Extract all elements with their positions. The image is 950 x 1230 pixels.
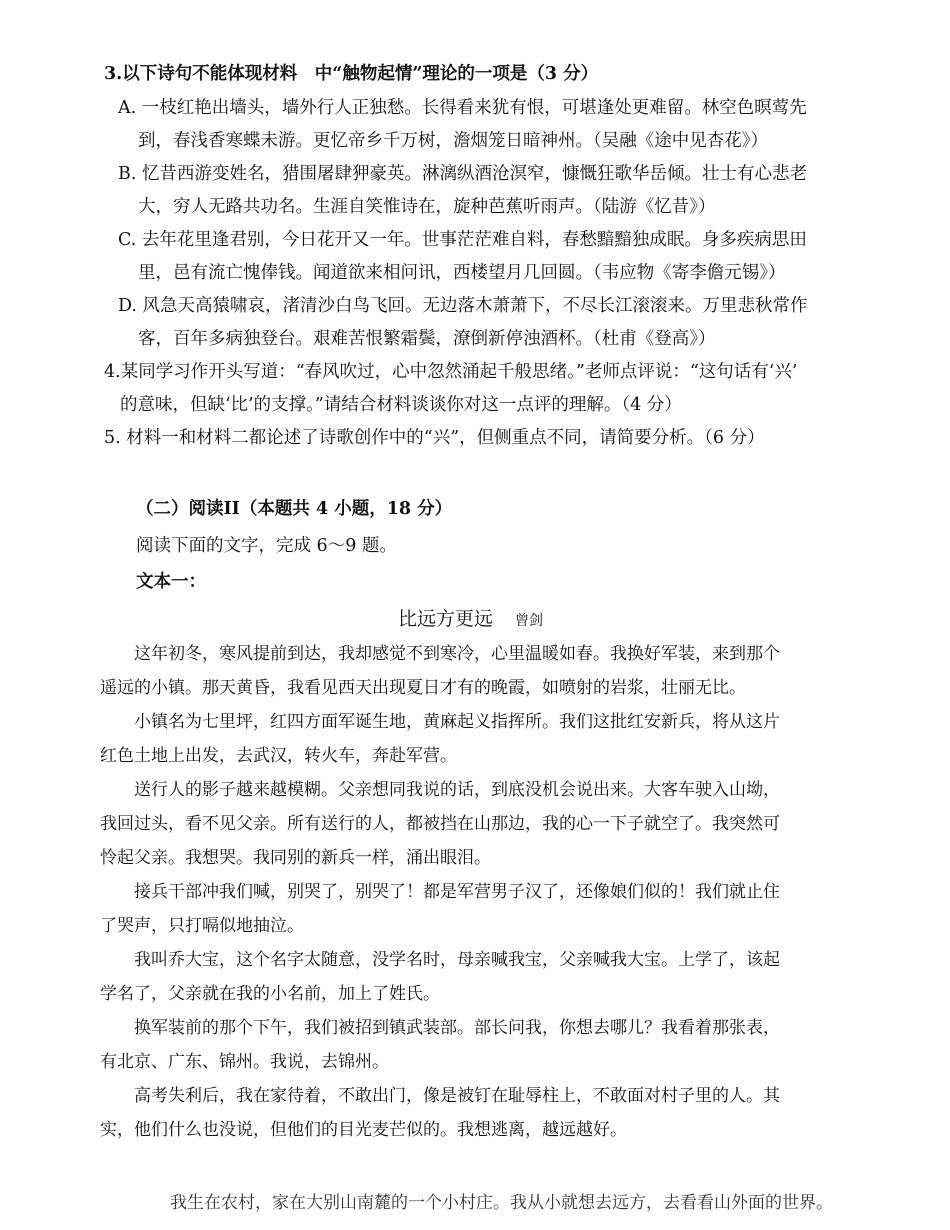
- option-a-line1: A. 一枝红艳出墙头，墙外行人正独愁。长得看来犹有恨，可堪逢处更难留。林空色暝莺先: [118, 98, 807, 118]
- story-line: 红色土地上出发，去武汉，转火车，奔赴军营。: [100, 746, 457, 766]
- option-a-line2: 到，春浅香寒蝶未游。更忆帝乡千万树，澹烟笼日暗神州。（吴融《途中见杏花》）: [138, 131, 768, 151]
- story-author: 曾剑: [515, 613, 544, 629]
- question-4-line2: 的意味，但缺‘比’的支撑。”请结合材料谈谈你对这一点评的理解。（4 分）: [120, 395, 682, 415]
- section-instruction: 阅读下面的文字，完成 6～9 题。: [136, 536, 397, 556]
- story-line: 我叫乔大宝，这个名字太随意，没学名时，母亲喊我宝，父亲喊我大宝。上学了，该起: [100, 950, 780, 970]
- option-b-line2: 大，穷人无路共功名。生涯自笑惟诗在，旋种芭蕉听雨声。（陆游《忆昔》）: [138, 197, 716, 217]
- story-line: 我回过头，看不见父亲。所有送行的人，都被挡在山那边，我的心一下子就空了。我突然可: [100, 814, 780, 834]
- story-line: 这年初冬，寒风提前到达，我却感觉不到寒冷，心里温暖如春。我换好军装，来到那个: [100, 644, 780, 664]
- story-body: [100, 637, 860, 1147]
- story-paragraph-4: [100, 875, 860, 943]
- section-heading: （二）阅读II（本题共 4 小题，18 分）: [136, 499, 453, 519]
- story-paragraph-1: [100, 637, 860, 705]
- option-d-line2: 客，百年多病独登台。艰难苦恨繁霜鬓，潦倒新停浊酒杯。（杜甫《登高》）: [138, 329, 716, 349]
- story-title-text: 比远方更远: [398, 608, 494, 630]
- story-paragraph-5: [100, 943, 860, 1011]
- story-paragraph-6: [100, 1011, 860, 1079]
- story-line: 了哭声，只打嗝似地抽泣。: [100, 916, 304, 936]
- question-5: 5. 材料一和材料二都论述了诗歌创作中的“兴”，但侧重点不同，请简要分析。（6 分）: [104, 428, 765, 448]
- story-line: 实，他们什么也没说，但他们的目光麦芒似的。我想逃离，越远越好。: [100, 1120, 627, 1140]
- option-d-line1: D. 风急天高猿啸哀，渚清沙白鸟飞回。无边落木萧萧下，不尽长江滚滚来。万里悲秋常作: [118, 296, 808, 316]
- option-c-line1: C. 去年花里逢君别，今日花开又一年。世事茫茫难自料，春愁黯黯独成眠。身多疾病思田: [118, 230, 807, 250]
- story-line: 送行人的影子越来越模糊。父亲想同我说的话，到底没机会说出来。大客车驶入山坳，: [100, 780, 780, 800]
- story-cutoff-text: 我生在农村，家在大别山南麓的一个小村庄。我从小就想去远方，去看看山外面的世界。: [136, 1193, 833, 1213]
- story-line: 学名了，父亲就在我的小名前，加上了姓氏。: [100, 984, 440, 1004]
- story-title: [398, 604, 543, 631]
- story-line: 接兵干部冲我们喊，别哭了，别哭了！都是军营男子汉了，还像娘们似的！我们就止住: [100, 882, 780, 902]
- text-label: 文本一：: [136, 572, 206, 592]
- option-b-line1: B. 忆昔西游变姓名，猎围屠肆狎豪英。淋漓纵酒沧溟窄，慷慨狂歌华岳倾。壮士有心悲老: [118, 164, 807, 184]
- story-line: 小镇名为七里坪，红四方面军诞生地，黄麻起义指挥所。我们这批红安新兵，将从这片: [100, 712, 780, 732]
- story-paragraph-3: [100, 773, 860, 875]
- story-paragraph-2: [100, 705, 860, 773]
- story-cutoff-line: [136, 1193, 856, 1230]
- story-line: 高考失利后，我在家待着，不敢出门，像是被钉在耻辱柱上，不敢面对村子里的人。其: [100, 1086, 780, 1106]
- option-c-line2: 里，邑有流亡愧俸钱。闻道欲来相问讯，西楼望月几回圆。（韦应物《寄李儋元锡》）: [138, 263, 786, 283]
- story-line: 换军装前的那个下午，我们被招到镇武装部。部长问我，你想去哪儿？我看着那张表，: [100, 1018, 780, 1038]
- story-line: 怜起父亲。我想哭。我同别的新兵一样，涌出眼泪。: [100, 848, 491, 868]
- question-3-stem: 3.以下诗句不能体现材料 中“触物起情”理论的一项是（3 分）: [104, 64, 599, 84]
- question-4-line1: 4.某同学习作开头写道：“春风吹过，心中忽然涌起千般思绪。”老师点评说：“这句话有‘兴’: [104, 362, 798, 382]
- story-paragraph-7: [100, 1079, 860, 1147]
- story-line: 遥远的小镇。那天黄昏，我看见西天出现夏日才有的晚霞，如喷射的岩浆，壮丽无比。: [100, 678, 746, 698]
- story-line: 有北京、广东、锦州。我说，去锦州。: [100, 1052, 389, 1072]
